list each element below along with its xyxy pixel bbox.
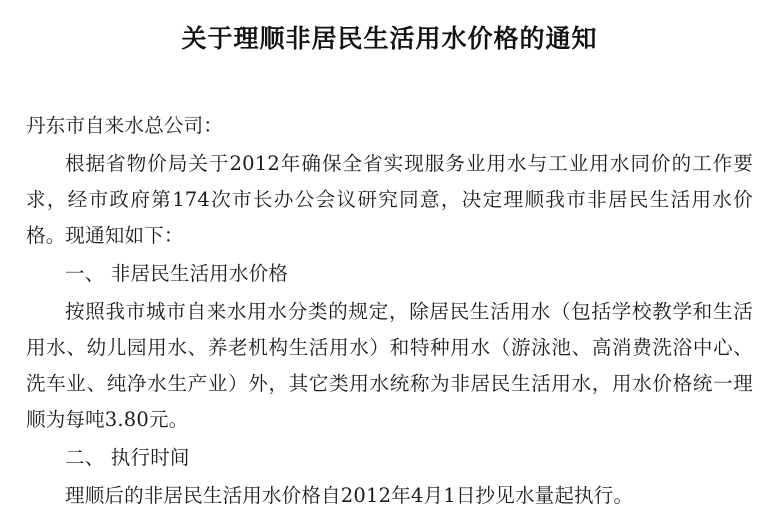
paragraph-effective-date: 理顺后的非居民生活用水价格自2012年4月1日抄见水量起执行。 — [65, 484, 634, 508]
page-title: 关于理顺非居民生活用水价格的通知 — [181, 24, 598, 53]
recipient-line: 丹东市自来水总公司： — [26, 113, 224, 137]
document-body — [26, 108, 753, 515]
paragraph-price-rules: 按照我市城市自来水用水分类的规定，除居民生活用水（包括学校教学和生活用水、幼儿园用水、养老机构生活用水）和特种用水（游泳池、高消费洗浴中心、洗车业、纯净水生产业）外，其它类用水统称为非居民生活用水，用水价格统一理顺为每吨3.80元。 — [26, 300, 753, 432]
section-heading-two: 二、 执行时间 — [65, 446, 190, 470]
paragraph-background: 根据省物价局关于2012年确保全省实现服务业用水与工业用水同价的工作要求，经市政府第174次市长办公会议研究同意，决定理顺我市非居民生活用水价格。现通知如下： — [26, 151, 753, 247]
section-heading-one: 一、 非居民生活用水价格 — [65, 262, 289, 285]
